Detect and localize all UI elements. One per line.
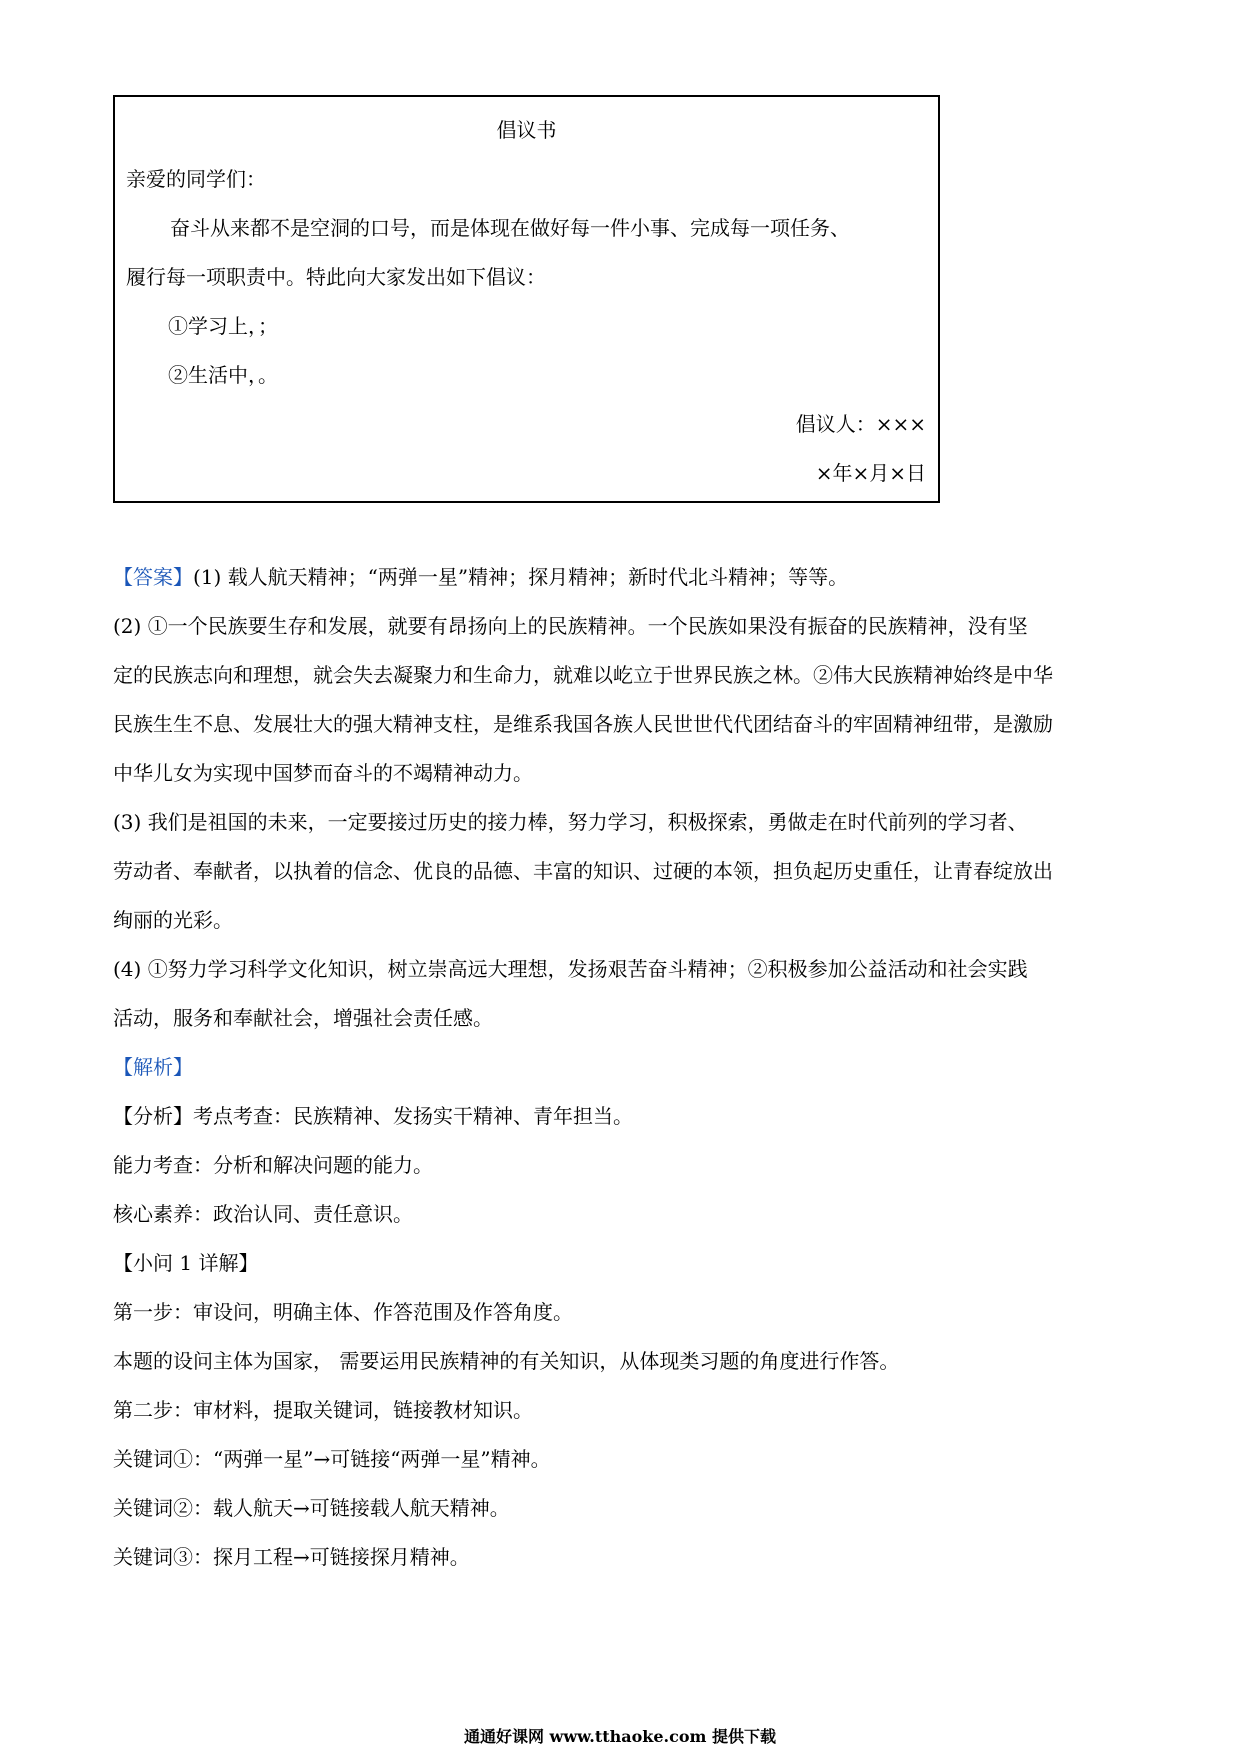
- proposal-paragraph-line-1: 奋斗从来都不是空洞的口号，而是体现在做好每一件小事、完成每一项任务、: [170, 216, 850, 240]
- sub-question-1-title: 【小问 1 详解】: [113, 1251, 259, 1275]
- proposal-title: 倡议书: [496, 118, 557, 142]
- answer-tag: 【答案】: [113, 565, 193, 589]
- proposal-paragraph-line-2: 履行每一项职责中。特此向大家发出如下倡议：: [126, 265, 546, 289]
- keyword-2: 关键词②：载人航天→可链接载人航天精神。: [113, 1496, 510, 1520]
- answer-line-1: [113, 563, 848, 591]
- proposal-date: ×年×月×日: [815, 461, 926, 485]
- answer-3-line-1: (3) 我们是祖国的未来，一定要接过历史的接力棒，努力学习，积极探索，勇做走在时代前列的学习者、: [113, 810, 1028, 834]
- step-1-detail: 本题的设问主体为国家， 需要运用民族精神的有关知识，从体现类习题的角度进行作答。: [113, 1349, 900, 1373]
- answer-2-line-4: 中华儿女为实现中国梦而奋斗的不竭精神动力。: [113, 761, 533, 785]
- answer-3-line-3: 绚丽的光彩。: [113, 908, 233, 932]
- answer-3-line-2: 劳动者、奉献者，以执着的信念、优良的品德、丰富的知识、过硬的本领，担负起历史重任，让青春绽放出: [113, 859, 1053, 883]
- answer-4-line-1: (4) ①努力学习科学文化知识，树立崇高远大理想，发扬艰苦奋斗精神；②积极参加公益活动和社会实践: [113, 957, 1028, 981]
- answer-2-line-3: 民族生生不息、发展壮大的强大精神支柱，是维系我国各族人民世世代代团结奋斗的牢固精神纽带，是激励: [113, 712, 1053, 736]
- proposal-item-life: ②生活中，。: [168, 363, 278, 387]
- analysis-fenxi: 【分析】考点考查：民族精神、发扬实干精神、青年担当。: [113, 1104, 633, 1128]
- proposal-greeting: 亲爱的同学们：: [126, 167, 266, 191]
- step-1: 第一步：审设问，明确主体、作答范围及作答角度。: [113, 1300, 573, 1324]
- answer-2-line-2: 定的民族志向和理想，就会失去凝聚力和生命力，就难以屹立于世界民族之林。②伟大民族精神始终是中华: [113, 663, 1053, 687]
- keyword-1: 关键词①：“两弹一星”→可链接“两弹一星”精神。: [113, 1447, 551, 1471]
- answer-2-line-1: (2) ①一个民族要生存和发展，就要有昂扬向上的民族精神。一个民族如果没有振奋的民族精神，没有坚: [113, 614, 1028, 638]
- proposal-box: [113, 95, 940, 503]
- analysis-literacy: 核心素养：政治认同、责任意识。: [113, 1202, 413, 1226]
- proposal-item-study: ①学习上，；: [168, 314, 278, 338]
- analysis-tag: 【解析】: [113, 1055, 193, 1079]
- analysis-ability: 能力考查：分析和解决问题的能力。: [113, 1153, 433, 1177]
- step-2: 第二步：审材料，提取关键词，链接教材知识。: [113, 1398, 533, 1422]
- keyword-3: 关键词③：探月工程→可链接探月精神。: [113, 1545, 470, 1569]
- answer-1: (1) 载人航天精神；“两弹一星”精神；探月精神；新时代北斗精神；等等。: [193, 565, 849, 589]
- footer-download-note: 通通好课网 www.tthaoke.com 提供下载: [463, 1727, 777, 1746]
- answer-4-line-2: 活动，服务和奉献社会，增强社会责任感。: [113, 1006, 493, 1030]
- proposal-signer: 倡议人：×××: [795, 412, 926, 436]
